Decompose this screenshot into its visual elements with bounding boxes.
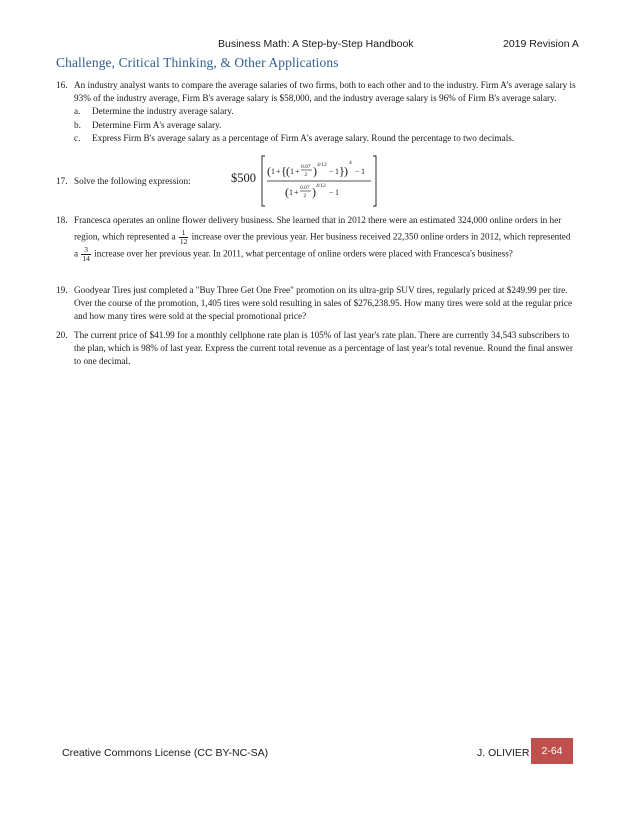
problem-number: 17. <box>56 176 68 186</box>
problem-text: Francesca operates an online flower delivery business. She learned that in 2012 there were an estimated 324,000 online orders in her region, which represented a <box>74 215 562 242</box>
problem-20 <box>56 329 576 369</box>
sub-letter: c. <box>74 132 81 143</box>
math-token: + <box>294 188 299 197</box>
math-token: 1 <box>290 167 294 176</box>
math-token: + <box>276 167 281 176</box>
math-token: 1 <box>361 167 365 176</box>
brace-close: } <box>339 164 345 178</box>
math-token: 2 <box>304 172 308 178</box>
math-token: 0.07 <box>301 164 311 170</box>
paren-open: ( <box>286 164 290 178</box>
problem-text: increase over her previous year. In 2011, what percentage of online orders were placed with Francesca's business? <box>94 248 513 259</box>
math-token: 1 <box>271 167 275 176</box>
math-token: − <box>355 167 360 176</box>
expression-coefficient: $500 <box>231 171 256 185</box>
math-token: − <box>329 188 334 197</box>
sub-item-b <box>74 119 576 132</box>
math-token: + <box>295 167 300 176</box>
math-token: 4 <box>349 160 352 166</box>
math-token: 2 <box>303 193 307 199</box>
problem-number: 18. <box>56 215 68 225</box>
page-footer <box>0 742 630 764</box>
problem-number: 19. <box>56 285 68 295</box>
problem-text: The current price of $41.99 for a monthly cellphone rate plan is 105% of last year's rate plan. There are currently 34,543 subscribers to the plan, which is 98% of last year. Express the current total revenue as a percentage of last year's total revenue. Round the final answer to one decimal. <box>74 330 573 367</box>
sub-item-a <box>74 105 576 118</box>
problem-number: 20. <box>56 330 68 340</box>
left-bracket <box>262 156 265 206</box>
revision-label: 2019 Revision A <box>503 38 579 50</box>
problem-text: increase over the previous year. Her business received 22,350 online orders in 2012, which represented a <box>74 231 571 259</box>
paren-open: ( <box>267 164 271 178</box>
paren-open: ( <box>285 185 289 199</box>
math-token: 4/12 <box>317 162 327 168</box>
problem-17 <box>56 155 576 210</box>
sub-item-c <box>74 132 576 145</box>
paren-close: ) <box>344 164 348 178</box>
sub-letter: b. <box>74 119 81 130</box>
problem-19 <box>56 284 576 324</box>
page-number-badge: 2-64 <box>531 738 573 764</box>
math-token: 4/12 <box>316 183 326 189</box>
math-token: − <box>329 167 334 176</box>
math-token: 1 <box>289 188 293 197</box>
right-bracket <box>373 156 376 206</box>
sub-text: Determine the industry average salary. <box>92 106 234 117</box>
fraction-three-fourteenths: $\frac{3}{14}$ <box>82 244 90 263</box>
author-label: J. OLIVIER <box>477 747 530 759</box>
math-expression <box>261 155 381 207</box>
math-token: 1 <box>335 188 339 197</box>
section-title: Challenge, Critical Thinking, & Other Applications <box>56 55 339 70</box>
paren-close: ) <box>312 185 316 199</box>
problem-text: Solve the following expression: <box>74 176 191 186</box>
problem-text: An industry analyst wants to compare the average salaries of two firms, both to each other and to the industry. Firm A's average salary is 93% of the industry average, Firm B's average salary is $58,000, and the industry average salary is 96% of Firm B's average salary. <box>74 80 576 104</box>
math-token: 0.07 <box>300 185 310 191</box>
problem-text: Goodyear Tires just completed a "Buy Three Get One Free" promotion on its ultra-grip SUV tires, regularly priced at $249.99 per tire. Over the course of the promotion, 1,405 tires were sold resulting in sales of $276,238.95. How many tires were sold at the regular price and how many tires were sold at the special promotional price? <box>74 285 573 322</box>
problem-number: 16. <box>56 80 68 90</box>
problem-18 <box>56 213 576 263</box>
problem-16 <box>56 79 576 145</box>
book-title: Business Math: A Step-by-Step Handbook <box>218 38 414 50</box>
sub-letter: a. <box>74 106 81 117</box>
paren-close: ) <box>313 164 317 178</box>
fraction-one-twelfth: $\frac{1}{12}$ <box>179 227 188 246</box>
license-label: Creative Commons License (CC BY-NC-SA) <box>62 747 269 759</box>
sub-text: Determine Firm A's average salary. <box>92 119 222 130</box>
brace-open: { <box>281 164 287 178</box>
sub-text: Express Firm B's average salary as a percentage of Firm A's average salary. Round the percentage to two decimals. <box>92 132 515 143</box>
math-token: 1 <box>335 167 339 176</box>
